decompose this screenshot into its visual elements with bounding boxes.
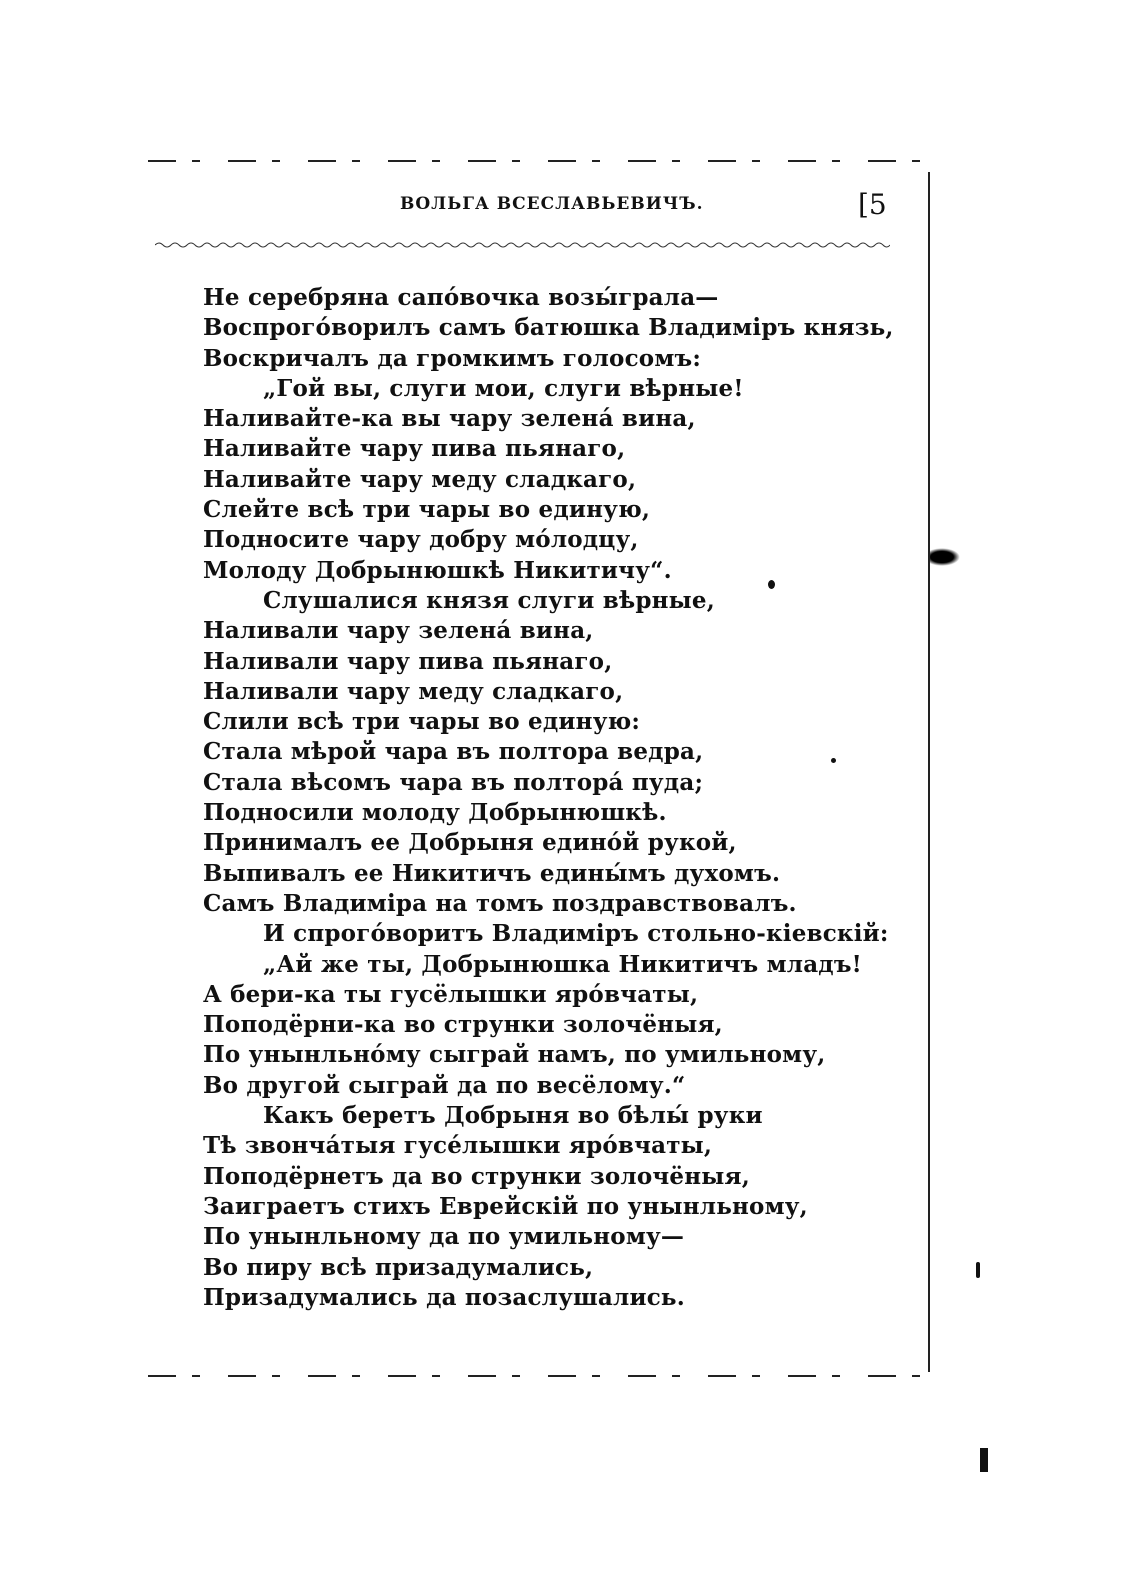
verse-line: Тѣ звонча́тыя гусе́лышки яро́вчаты, [203, 1132, 713, 1160]
bottom-dashed-rule [148, 1375, 928, 1377]
running-head: ВОЛЬГА ВСЕСЛАВЬЕВИЧЪ. [400, 194, 704, 214]
verse-line: По унынльному да по умильному— [203, 1223, 685, 1251]
ink-blot [930, 548, 960, 566]
verse-line: Подносили молоду Добрынюшкѣ. [203, 799, 667, 827]
verse-line: Принималъ ее Добрыня едино́й рукой, [203, 829, 737, 857]
verse-line: Наливали чару зелена́ вина, [203, 617, 594, 645]
verse-line: Наливайте чару меду сладкаго, [203, 465, 637, 493]
verse-line: Поподёрни-ка во струнки золочёныя, [203, 1011, 723, 1039]
verse-line: А бери-ка ты гусёлышки яро́вчаты, [203, 980, 699, 1008]
verse-line: Не серебряна сапо́вочка возы́грала— [203, 284, 719, 311]
verse-line: Стала вѣсомъ чара въ полтора́ пуда; [203, 768, 704, 796]
ink-speck [831, 758, 836, 763]
verse-line: Поподёрнетъ да во струнки золочёныя, [203, 1162, 750, 1190]
ink-speck [976, 1262, 980, 1278]
verse-line: „Гой вы, слуги мои, слуги вѣрные! [263, 374, 744, 402]
poem-text [203, 283, 894, 1313]
verse-line: По унынльно́му сыграй намъ, по умильному, [203, 1041, 826, 1069]
verse-line: Какъ беретъ Добрыня во бѣлы́ руки [263, 1102, 763, 1130]
verse-line: Воспрого́ворилъ самъ батюшка Владимiръ князь, [203, 314, 894, 342]
top-dashed-rule [148, 160, 928, 162]
verse-line: Воскричалъ да громкимъ голосомъ: [203, 344, 702, 372]
verse-line: Во пиру всѣ призадумались, [203, 1253, 594, 1281]
verse-line: Наливали чару меду сладкаго, [203, 677, 624, 705]
verse-line: Наливайте-ка вы чару зелена́ вина, [203, 405, 696, 433]
verse-line: Наливайте чару пива пьянаго, [203, 435, 626, 463]
verse-line: Подносите чару добру мо́лодцу, [203, 526, 639, 554]
verse-line: Слушалися князя слуги вѣрные, [263, 586, 715, 614]
verse-line: Слили всѣ три чары во единую: [203, 708, 641, 736]
verse-line: Заиграетъ стихъ Еврейскiй по унынльному, [203, 1192, 808, 1220]
verse-line: Наливали чару пива пьянаго, [203, 647, 613, 675]
page-number: [5 [858, 188, 887, 221]
right-margin-line [928, 172, 930, 1372]
ink-speck [768, 580, 775, 589]
verse-line: Выпивалъ ее Никитичъ едины́мъ духомъ. [203, 859, 781, 887]
verse-line: „Ай же ты, Добрынюшка Никитичъ младъ! [263, 950, 862, 978]
verse-line: Стала мѣрой чара въ полтора ведра, [203, 738, 704, 766]
ornamental-wavy-rule [155, 240, 890, 250]
verse-line: Самъ Владимiра на томъ поздравствовалъ. [203, 889, 797, 917]
verse-line: Во другой сыграй да по весёлому.“ [203, 1071, 686, 1099]
verse-line: Призадумались да позаслушались. [203, 1283, 685, 1311]
verse-line: И спрого́воритъ Владимiръ стольно-кiевскiй: [263, 920, 889, 948]
verse-line: Слейте всѣ три чары во единую, [203, 496, 651, 524]
verse-line: Молоду Добрынюшкѣ Никитичу“. [203, 556, 672, 584]
edge-mark [980, 1448, 988, 1472]
